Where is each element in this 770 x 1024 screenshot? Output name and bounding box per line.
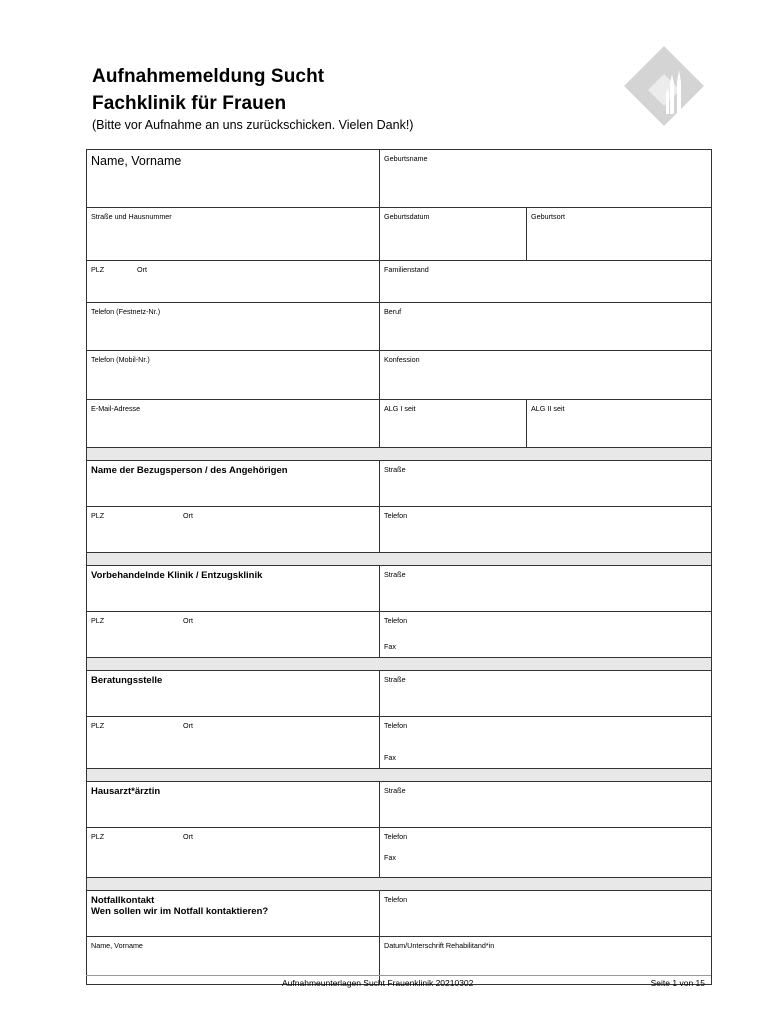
- form-subtitle: Fachklinik für Frauen: [92, 93, 287, 114]
- fax-label: Fax: [384, 753, 396, 762]
- admission-form: [86, 149, 712, 985]
- konfession-field[interactable]: Konfession: [380, 351, 712, 400]
- section-separator: [87, 658, 712, 671]
- bezugsperson-name-field[interactable]: Name der Bezugsperson / des Angehörigen: [87, 461, 380, 507]
- ort-label: Ort: [183, 721, 193, 730]
- strasse-field[interactable]: Straße und Hausnummer: [87, 208, 380, 261]
- hausarzt-field[interactable]: Hausarzt*ärztin: [87, 782, 380, 828]
- ort-label: Ort: [183, 511, 193, 520]
- beratungsstelle-plz-ort-field[interactable]: [87, 717, 380, 769]
- notfall-name-field[interactable]: Name, Vorname: [87, 937, 380, 985]
- geburtsname-field[interactable]: Geburtsname: [380, 150, 712, 208]
- vorbehandelnde-strasse-field[interactable]: Straße: [380, 566, 712, 612]
- section-separator: [87, 769, 712, 782]
- notfall-heading: Notfallkontakt: [91, 895, 155, 906]
- name-field[interactable]: Name, Vorname: [87, 150, 380, 208]
- bezugsperson-telefon-field[interactable]: Telefon: [380, 507, 712, 553]
- ort-label: Ort: [183, 616, 193, 625]
- section-separator: [87, 553, 712, 566]
- fax-label: Fax: [384, 853, 396, 862]
- telefon-label: Telefon: [384, 832, 408, 841]
- plz-label: PLZ: [91, 511, 105, 520]
- email-field[interactable]: E-Mail-Adresse: [87, 400, 380, 448]
- notfallkontakt-field[interactable]: [87, 891, 380, 937]
- geburtsort-field[interactable]: Geburtsort: [527, 208, 712, 261]
- plz-label: PLZ: [91, 616, 105, 625]
- section-separator: [87, 878, 712, 891]
- bezugsperson-strasse-field[interactable]: Straße: [380, 461, 712, 507]
- footer-divider: [86, 975, 711, 976]
- hausarzt-plz-ort-field[interactable]: [87, 828, 380, 878]
- notfall-question: Wen sollen wir im Notfall kontaktieren?: [91, 906, 269, 917]
- telefon-label: Telefon: [384, 721, 408, 730]
- bezugsperson-plz-ort-field[interactable]: [87, 507, 380, 553]
- hausarzt-strasse-field[interactable]: Straße: [380, 782, 712, 828]
- plz-ort-field[interactable]: [87, 261, 380, 303]
- plz-label: PLZ: [91, 832, 105, 841]
- telefon-mobil-field[interactable]: Telefon (Mobil-Nr.): [87, 351, 380, 400]
- beratungsstelle-strasse-field[interactable]: Straße: [380, 671, 712, 717]
- form-instruction: (Bitte vor Aufnahme an uns zurückschicken. Vielen Dank!): [92, 118, 414, 132]
- form-title: Aufnahmemeldung Sucht: [92, 66, 325, 87]
- hausarzt-telefon-fax-field[interactable]: [380, 828, 712, 878]
- section-separator: [87, 448, 712, 461]
- beratungsstelle-field[interactable]: Beratungsstelle: [87, 671, 380, 717]
- vorbehandelnde-klinik-field[interactable]: Vorbehandelnde Klinik / Entzugsklinik: [87, 566, 380, 612]
- telefon-label: Telefon: [384, 616, 408, 625]
- beruf-field[interactable]: Beruf: [380, 303, 712, 351]
- alg1-field[interactable]: ALG I seit: [380, 400, 527, 448]
- ort-label: Ort: [137, 265, 147, 274]
- beratungsstelle-telefon-fax-field[interactable]: [380, 717, 712, 769]
- plz-label: PLZ: [91, 265, 105, 274]
- vorbehandelnde-plz-ort-field[interactable]: [87, 612, 380, 658]
- ort-label: Ort: [183, 832, 193, 841]
- plz-label: PLZ: [91, 721, 105, 730]
- fax-label: Fax: [384, 642, 396, 651]
- vorbehandelnde-telefon-fax-field[interactable]: [380, 612, 712, 658]
- notfall-telefon-field[interactable]: Telefon: [380, 891, 712, 937]
- signature-field[interactable]: Datum/Unterschrift Rehabilitand*in: [380, 937, 712, 985]
- geburtsdatum-field[interactable]: Geburtsdatum: [380, 208, 527, 261]
- clinic-logo-icon: [622, 44, 706, 128]
- telefon-festnetz-field[interactable]: Telefon (Festnetz-Nr.): [87, 303, 380, 351]
- footer-document-id: Aufnahmeunterlagen Sucht Frauenklinik 20210302: [282, 978, 474, 988]
- page-number: Seite 1 von 15: [650, 978, 705, 988]
- alg2-field[interactable]: ALG II seit: [527, 400, 712, 448]
- familienstand-field[interactable]: Familienstand: [380, 261, 712, 303]
